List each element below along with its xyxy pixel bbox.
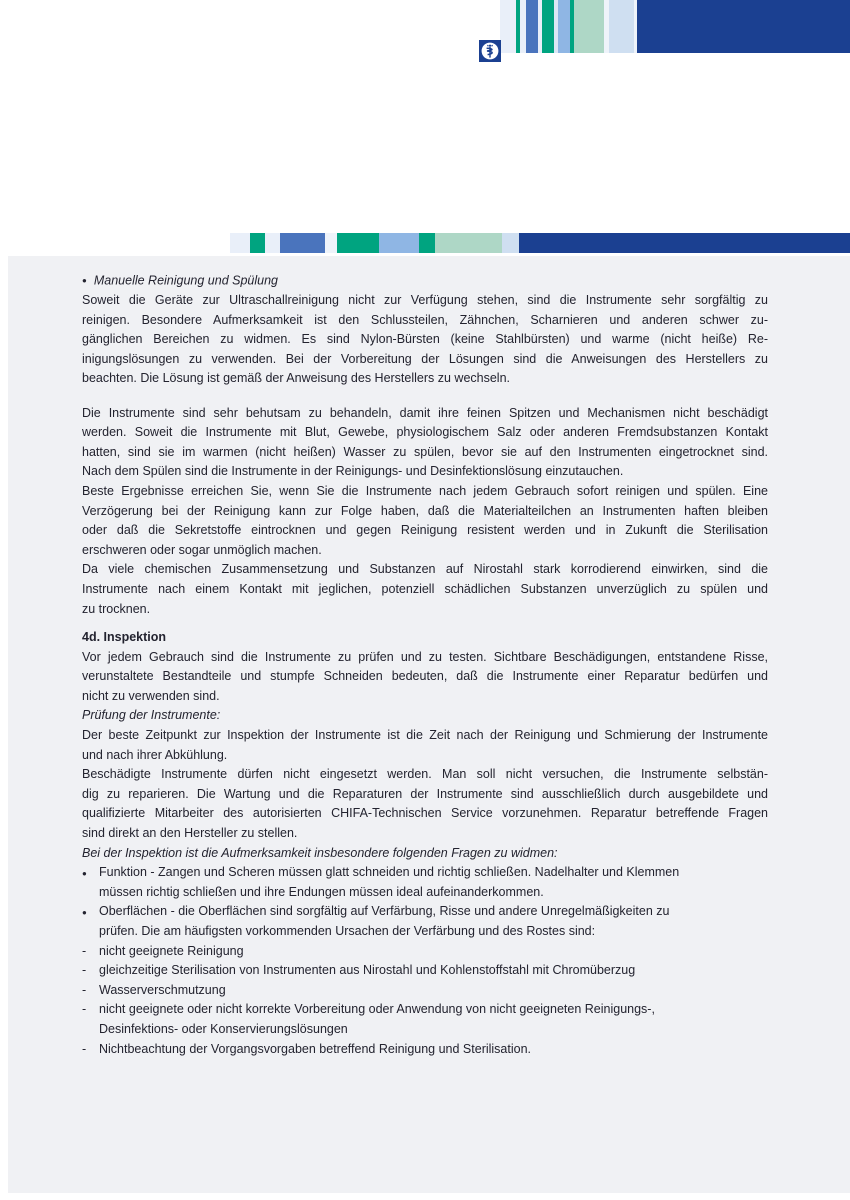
stripe-segment	[250, 233, 265, 253]
text-line: Soweit die Geräte zur Ultraschallreinigung nicht zur Verfügung stehen, sind die Instrumente sehr sorgfältig zu	[82, 293, 768, 308]
list-item-line: nicht geeignete Reinigung	[99, 943, 244, 958]
text-line: Die Instrumente sind sehr behutsam zu behandeln, damit ihre feinen Spitzen und Mechanismen nicht beschädigt	[82, 405, 768, 420]
dash-icon: -	[82, 982, 87, 997]
stripe-segment	[609, 0, 634, 53]
stripe-segment	[419, 233, 435, 253]
text-line: Instrumente nach einem Kontakt mit jeglichen, potenziell schädlichen Substanzen unverzüglich zu spülen und	[82, 581, 768, 596]
list-item-line: Funktion - Zangen und Scheren müssen glatt schneiden und richtig schließen. Nadelhalter und Klemmen	[99, 865, 680, 880]
header-stripe-band-mid	[230, 233, 850, 253]
stripe-segment	[558, 0, 570, 53]
header-stripe-band-top	[500, 0, 850, 53]
text-line: werden. Soweit die Instrumente mit Blut, Gewebe, physiologischem Salz oder anderen Fremdsubstanzen Kontakt	[82, 425, 768, 440]
text-line: verunstaltete Bestandteile und stumpfe Schneiden bedeuten, daß die Instrumente einer Reparatur bedürfen und	[82, 669, 768, 684]
stripe-segment	[542, 0, 554, 53]
text-line: qualifizierte Mitarbeiter des autorisierten CHIFA-Technischen Service vorzunehmen. Reparatur betreffende Fragen	[82, 806, 768, 821]
text-line: Nach dem Spülen sind die Instrumente in der Reinigungs- und Desinfektionslösung einzutauchen.	[82, 464, 624, 479]
paragraph-zeitpunkt-inspektion	[82, 726, 768, 765]
stripe-segment	[502, 233, 519, 253]
stripe-segment	[519, 233, 850, 253]
stripe-segment	[337, 233, 379, 253]
stripe-segment	[230, 233, 250, 253]
stripe-segment	[500, 0, 516, 53]
text-line: Bei der Inspektion ist die Aufmerksamkeit insbesondere folgenden Fragen zu widmen:	[82, 845, 558, 860]
dash-icon: -	[82, 1002, 87, 1017]
stripe-segment	[435, 233, 502, 253]
stripe-segment	[325, 233, 337, 253]
text-line: erschweren oder sogar unmöglich machen.	[82, 542, 322, 557]
stripe-segment	[265, 233, 280, 253]
subheading-bei-der-inspektion	[82, 844, 768, 864]
text-line: inigungslösungen zu verwenden. Bei der Vorbereitung der Lösungen sind die Anweisungen des Herstellers zu	[82, 351, 768, 366]
list-item-line: prüfen. Die am häufigsten vorkommenden Ursachen der Verfärbung und des Rostes sind:	[99, 924, 596, 938]
list-item-line: Oberflächen - die Oberflächen sind sorgfältig auf Verfärbung, Risse und andere Unregelmäßigkeiten zu	[99, 904, 670, 919]
stripe-segment	[526, 0, 538, 53]
list-item-funktion	[82, 863, 768, 902]
text-line: Prüfung der Instrumente:	[82, 708, 221, 723]
stripe-segment	[379, 233, 419, 253]
text-line: hatten, sind sie im warmen (nicht heißen) Wasser zu spülen, bevor sie auf den Instrumenten eingetrocknet sind.	[82, 444, 768, 459]
text-line: zu trocknen.	[82, 601, 151, 616]
subheading-pruefung-der-instrumente	[82, 706, 768, 726]
list-item-line: nicht geeignete oder nicht korrekte Vorbereitung oder Anwendung von nicht geeigneten Reinigungs-,	[99, 1002, 655, 1017]
list-item-nicht-geeignete-vorbereitung	[82, 1000, 768, 1039]
dash-icon: -	[82, 1041, 87, 1056]
text-line: Verzögerung bei der Reinigung kann zur Folge haben, daß die Materialteilchen an Instrumenten haften bleiben	[82, 503, 768, 518]
section-heading-inspektion	[82, 628, 768, 648]
list-item-gleichzeitige-sterilisation	[82, 961, 768, 981]
stripe-segment	[574, 0, 604, 53]
bullet-icon: ●	[82, 276, 87, 285]
text-line: Da viele chemischen Zusammensetzung und Substanzen auf Nirostahl stark korrodierend einwirken, sind die	[82, 562, 768, 577]
paragraph-behandlung-der-instrumente	[82, 404, 768, 620]
list-item-nichtbeachtung-vorgaben	[82, 1040, 768, 1060]
paragraph-beschaedigte-instrumente	[82, 765, 768, 843]
paragraph-inspektion-intro	[82, 648, 768, 707]
list-item-line: Desinfektions- oder Konservierungslösungen	[99, 1021, 348, 1036]
stripe-segment	[280, 233, 325, 253]
list-item-line: müssen richtig schließen und ihre Endungen müssen ideal aufeinanderkommen.	[99, 884, 544, 899]
heading-text: Manuelle Reinigung und Spülung	[93, 273, 279, 288]
text-line: reinigen. Besondere Aufmerksamkeit ist den Schlussteilen, Zähnchen, Scharnieren und anderen schwer zu-	[82, 312, 768, 327]
logo-svg	[479, 40, 501, 62]
list-item-line: gleichzeitige Sterilisation von Instrumenten aus Nirostahl und Kohlenstoffstahl mit Chromüberzug	[99, 963, 636, 978]
section-heading-manuelle-reinigung	[82, 271, 768, 291]
bullet-icon: ●	[82, 868, 87, 878]
text-line: dig zu reparieren. Die Wartung und die Reparaturen der Instrumente sind ausschließlich durch ausgebildete und	[82, 786, 768, 801]
chifa-caduceus-logo-icon	[479, 40, 501, 62]
text-line: Beste Ergebnisse erreichen Sie, wenn Sie die Instrumente nach jedem Gebrauch sofort reinigen und spülen. Eine	[82, 483, 768, 498]
list-item-oberflaechen	[82, 902, 768, 941]
text-line: 4d. Inspektion	[82, 630, 167, 645]
paragraph-manuelle-reinigung	[82, 291, 768, 389]
text-line: gänglichen Bereichen zu widmen. Es sind Nylon-Bürsten (keine Stahlbürsten) und warme (nicht heiße) Re-	[82, 332, 768, 347]
list-item-line: Nichtbeachtung der Vorgangsvorgaben betreffend Reinigung und Sterilisation.	[99, 1041, 532, 1056]
list-item-wasserverschmutzung	[82, 981, 768, 1001]
bullet-icon: ●	[82, 907, 87, 917]
list-item-line: Wasserverschmutzung	[99, 982, 226, 997]
dash-icon: -	[82, 963, 87, 978]
text-line: Der beste Zeitpunkt zur Inspektion der Instrumente ist die Zeit nach der Reinigung und Schmierung der Instrumente	[82, 728, 768, 743]
text-line: nicht zu verwenden sind.	[82, 688, 220, 703]
text-line: Vor jedem Gebrauch sind die Instrumente zu prüfen und zu testen. Sichtbare Beschädigungen, entstandene Risse,	[82, 649, 768, 664]
text-line: beachten. Die Lösung ist gemäß der Anweisung des Herstellers zu wechseln.	[82, 371, 511, 386]
text-line: Beschädigte Instrumente dürfen nicht eingesetzt werden. Man soll nicht versuchen, die Instrumente selbstän-	[82, 767, 768, 782]
document-body	[82, 271, 768, 1059]
text-line: sind direkt an den Hersteller zu stellen.	[82, 826, 298, 841]
text-line: und nach ihrer Abkühlung.	[82, 747, 228, 762]
dash-icon: -	[82, 943, 87, 958]
stripe-segment	[637, 0, 850, 53]
list-item-nicht-geeignete-reinigung	[82, 942, 768, 962]
text-line: oder daß die Sekretstoffe eintrocknen und gegen Reinigung resistent werden und in Zukunft die Sterilisation	[82, 523, 768, 538]
